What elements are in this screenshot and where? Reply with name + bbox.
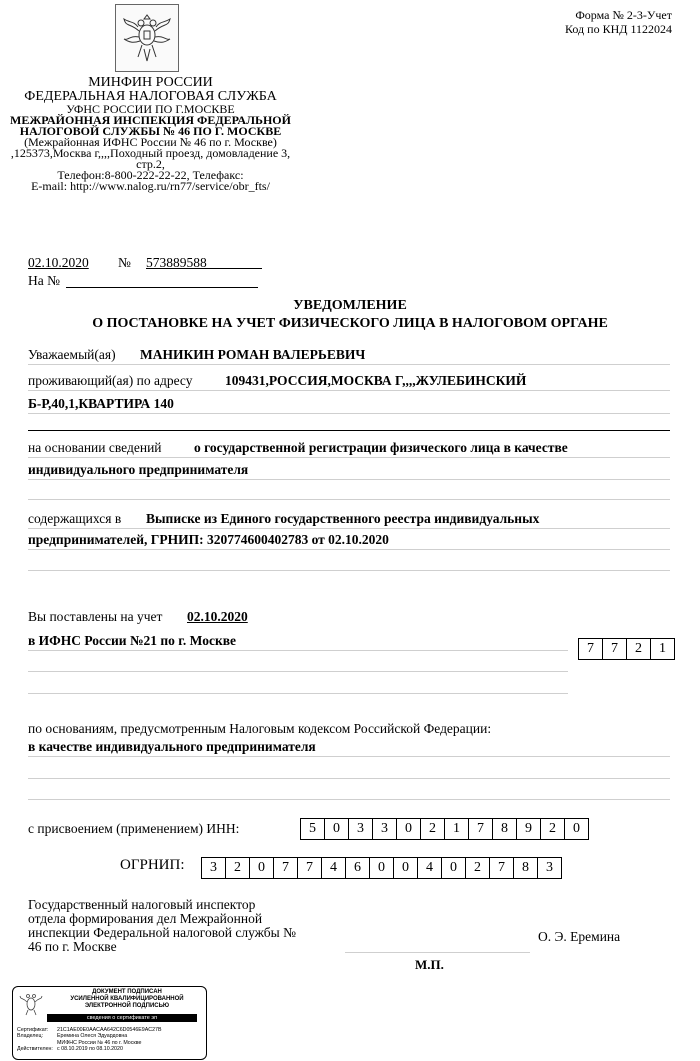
digit-cell: 2 [465,857,490,879]
grounds-value: в качестве индивидуального предпринимателя [28,739,316,754]
document-number-label: № [118,255,131,270]
owner-value: Еремина Олеся Эдуардовна [57,1033,128,1040]
digit-cell: 2 [626,638,651,660]
basis-value-line-1: о государственной регистрации физического лица в качестве [194,440,568,455]
field-line [28,756,670,757]
digit-cell: 7 [489,857,514,879]
field-line [28,570,670,571]
field-line [28,364,670,365]
address-line-2: стр.2, [136,157,165,171]
digit-cell: 0 [324,818,349,840]
registration-date: 02.10.2020 [187,609,248,624]
field-line [28,413,670,414]
digit-cell: 3 [201,857,226,879]
greeting-label: Уважаемый(ая) [28,347,116,362]
digit-cell: 0 [369,857,394,879]
ministry-name: МИНФИН РОССИИ [88,75,213,90]
digit-cell: 1 [444,818,469,840]
coat-of-arms-icon [115,4,179,72]
digit-cell: 3 [372,818,397,840]
tax-office-code-cells [578,638,675,660]
field-line [28,549,670,550]
department-name: УФНС РОССИИ ПО Г.МОСКВЕ [66,102,235,116]
taxpayer-address-line-2: Б-Р,40,1,КВАРТИРА 140 [28,396,174,411]
valid-value: с 08.10.2019 по 08.10.2020 [57,1045,123,1052]
digit-cell: 4 [417,857,442,879]
stamp-emblem-icon [19,991,43,1017]
notice-title-line-1: УВЕДОМЛЕНИЕ [293,298,407,313]
basis-value-line-2: индивидуального предпринимателя [28,462,249,477]
phone-line: Телефон:8-800-222-22-22, Телефакс: [57,168,244,182]
stamp-title-line-1: ДОКУМЕНТ ПОДПИСАН [92,989,162,995]
inn-cells [300,818,589,840]
digit-cell: 1 [650,638,675,660]
email-line: E-mail: http://www.nalog.ru/rn77/service/obr_fts/ [31,179,270,193]
inn-label: с присвоением (применением) ИНН: [28,821,240,836]
stamp-title [51,989,203,1010]
stamp-title-line-2: УСИЛЕННОЙ КВАЛИФИЦИРОВАННОЙ [70,996,184,1002]
field-line [28,778,670,779]
tax-office-name: в ИФНС России №21 по г. Москве [28,633,237,648]
certificate-details [17,1027,203,1052]
field-line [28,390,670,391]
knd-code: Код по КНД 1122024 [565,22,672,36]
field-line [28,671,568,672]
inspection-short-name: (Межрайонная ИФНС России № 46 по г. Москве) [24,135,277,149]
contained-value-line-2: предпринимателей, ГРНИП: 320774600402783 от 02.10.2020 [28,532,389,547]
document-date: 02.10.2020 [28,255,89,270]
cert-label: Сертификат: [17,1027,49,1033]
e-signature-stamp [12,986,207,1060]
taxpayer-name: МАНИКИН РОМАН ВАЛЕРЬЕВИЧ [140,347,366,362]
digit-cell: 2 [420,818,445,840]
digit-cell: 6 [345,857,370,879]
ogrnip-label: ОГРНИП: [120,857,185,873]
field-line [28,528,670,529]
service-name: ФЕДЕРАЛЬНАЯ НАЛОГОВАЯ СЛУЖБА [24,89,277,104]
digit-cell: 3 [537,857,562,879]
digit-cell: 0 [393,857,418,879]
authority-block [8,76,293,192]
digit-cell: 0 [441,857,466,879]
digit-cell: 4 [321,857,346,879]
contained-value-line-1: Выписке из Единого государственного реестра индивидуальных [146,511,540,526]
registration-label: Вы поставлены на учет [28,609,163,624]
digit-cell: 8 [492,818,517,840]
field-line [28,479,670,480]
owner-label: Владелец: [17,1033,43,1040]
field-line [28,693,568,694]
inspector-position [28,898,348,954]
digit-cell: 7 [602,638,627,660]
notice-title-line-2: О ПОСТАНОВКЕ НА УЧЕТ ФИЗИЧЕСКОГО ЛИЦА В НАЛОГОВОМ ОРГАНЕ [92,316,608,331]
section-divider [28,430,670,431]
contained-label: содержащихся в [28,511,122,526]
reply-number-underline [66,287,258,288]
form-number: Форма № 2-3-Учет [575,8,672,22]
form-number-block [565,8,672,36]
digit-cell: 2 [225,857,250,879]
digit-cell: 0 [249,857,274,879]
address-label: проживающий(ая) по адресу [28,373,193,388]
inspector-position-line-4: 46 по г. Москве [28,939,117,954]
digit-cell: 7 [273,857,298,879]
inspector-position-line-3: инспекции Федеральной налоговой службы № [28,925,296,940]
digit-cell: 0 [564,818,589,840]
field-line [28,457,670,458]
signature-line [345,952,530,953]
document-number: 573889588 [146,255,207,270]
grounds-label: по основаниям, предусмотренным Налоговым кодексом Российской Федерации: [28,721,492,736]
org-value: МИФНС России № 46 по г. Москве [57,1039,142,1046]
digit-cell: 3 [348,818,373,840]
number-underline [146,268,262,269]
digit-cell: 7 [578,638,603,660]
digit-cell: 0 [396,818,421,840]
inspector-name: О. Э. Еремина [538,929,621,944]
field-line [28,499,670,500]
inspector-position-line-2: отдела формирования дел Межрайонной [28,911,263,926]
inspector-position-line-1: Государственный налоговый инспектор [28,897,256,912]
digit-cell: 2 [540,818,565,840]
digit-cell: 7 [297,857,322,879]
ogrnip-cells [201,857,562,879]
digit-cell: 7 [468,818,493,840]
digit-cell: 5 [300,818,325,840]
reply-number-label: На № [28,273,60,288]
basis-label: на основании сведений [28,440,162,455]
field-line [28,799,670,800]
inspection-name-2: НАЛОГОВОЙ СЛУЖБЫ № 46 ПО Г. МОСКВЕ [19,124,282,138]
seal-label: М.П. [415,957,444,972]
taxpayer-address-line-1: 109431,РОССИЯ,МОСКВА Г,,,,ЖУЛЕБИНСКИЙ [225,373,527,388]
digit-cell: 8 [513,857,538,879]
inspection-name-1: МЕЖРАЙОННАЯ ИНСПЕКЦИЯ ФЕДЕРАЛЬНОЙ [10,113,291,127]
certificate-info-bar: сведения о сертификате эп [47,1014,197,1022]
notice-title [0,297,700,333]
cert-value: 21C1AE00E0AACAA642C6D0546E9AC27B [57,1027,162,1033]
address-line-1: ,125373,Москва г,,,,Походный проезд, домовладение 3, [10,146,291,160]
valid-label: Действителен: [17,1045,53,1052]
field-line [28,650,568,651]
stamp-title-line-3: ЭЛЕКТРОННОЙ ПОДПИСЬЮ [84,1003,170,1009]
digit-cell: 9 [516,818,541,840]
